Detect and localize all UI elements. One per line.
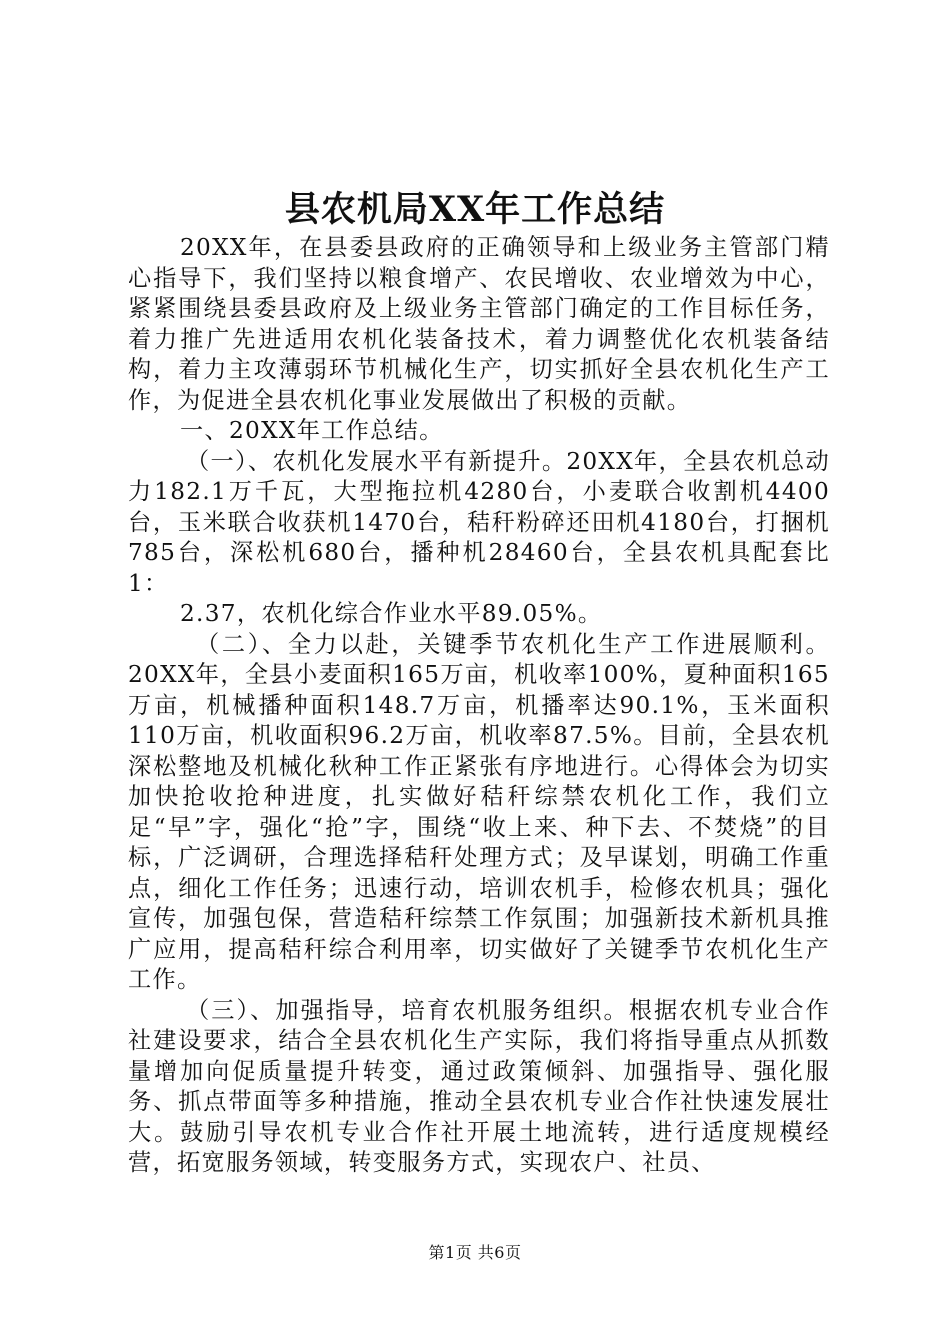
paragraph-subsection-2: （二）、全力以赴，关键季节农机化生产工作进展顺利。20XX年，全县小麦面积165万亩，机收率100%，夏种面积165万亩，机械播种面积148.7万亩，机播率达90.1%，玉米面积110万亩，机收面积96.2万亩，机收率87.5%。目前，全县农机深松整地及机械化秋种工作正紧张有序地进行。心得体会为切实加快抢收抢种进度，扎实做好秸秆综禁农机化工作，我们立足“早”字，强化“抢”字，围绕“收上来、种下去、不焚烧”的目标，广泛调研，合理选择秸秆处理方式；及早谋划，明确工作重点，细化工作任务；迅速行动，培训农机手，检修农机具；强化宣传，加强包保，营造秸秆综禁工作氛围；加强新技术新机具推广应用，提高秸秆综合利用率，切实做好了关键季节农机化生产工作。 — [128, 630, 830, 993]
paragraph-subsection-1-continued: 2.37，农机化综合作业水平89.05%。 — [180, 600, 603, 627]
section-heading-1: 一、20XX年工作总结。 — [180, 417, 444, 444]
document-body — [128, 233, 830, 1179]
paragraph-intro: 20XX年，在县委县政府的正确领导和上级业务主管部门精心指导下，我们坚持以粮食增产、农民增收、农业增效为中心，紧紧围绕县委县政府及上级业务主管部门确定的工作目标任务，着力推广先进适用农机化装备技术，着力调整优化农机装备结构，着力主攻薄弱环节机械化生产，切实抓好全县农机化生产工作，为促进全县农机化事业发展做出了积极的贡献。 — [128, 234, 830, 414]
paragraph-subsection-3: （三）、加强指导，培育农机服务组织。根据农机专业合作社建设要求，结合全县农机化生产实际，我们将指导重点从抓数量增加向促质量提升转变，通过政策倾斜、加强指导、强化服务、抓点带面等多种措施，推动全县农机专业合作社快速发展壮大。鼓励引导农机专业合作社开展土地流转，进行适度规模经营，拓宽服务领域，转变服务方式，实现农户、社员、 — [128, 996, 830, 1176]
document-title: 县农机局XX年工作总结 — [284, 189, 666, 230]
page-number-footer: 第1页 共6页 — [428, 1243, 522, 1262]
paragraph-subsection-1: （一）、农机化发展水平有新提升。20XX年，全县农机总动力182.1万千瓦，大型拖拉机4280台，小麦联合收割机4400台，玉米联合收获机1470台，秸秆粉碎还田机4180台，打捆机785台，深松机680台，播种机28460台，全县农机具配套比1： — [128, 447, 830, 597]
